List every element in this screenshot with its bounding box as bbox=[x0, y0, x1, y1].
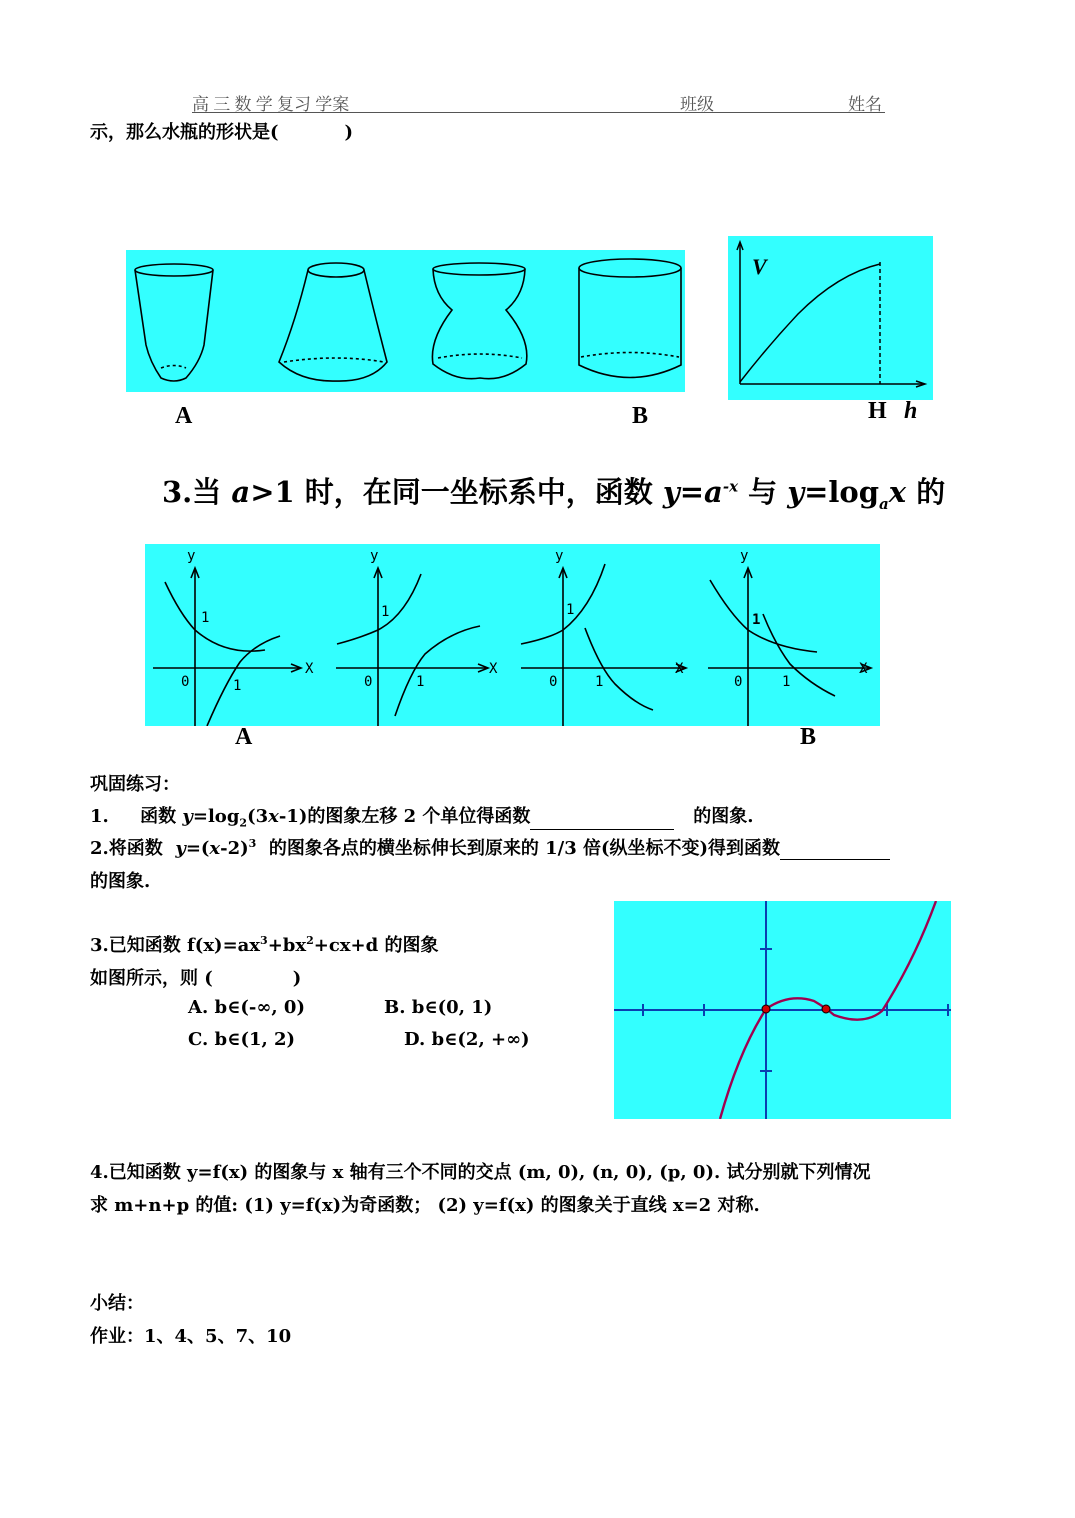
name-label: 姓名 bbox=[848, 95, 882, 114]
svg-text:X: X bbox=[859, 661, 868, 677]
svg-text:1: 1 bbox=[782, 674, 791, 690]
svg-text:y: y bbox=[370, 548, 379, 564]
svg-text:0: 0 bbox=[181, 674, 190, 690]
option-a[interactable]: A. b∈(-∞, 0) bbox=[188, 997, 305, 1018]
svg-text:1: 1 bbox=[416, 674, 425, 690]
svg-text:X: X bbox=[305, 661, 314, 677]
practice-item-4-line2: 求 m+n+p 的值: (1) y=f(x)为奇函数； (2) y=f(x) 的图象关于直线 x=2 对称. bbox=[90, 1195, 760, 1216]
svg-text:1: 1 bbox=[595, 674, 604, 690]
practice-item-4-line1: 4.已知函数 y=f(x) 的图象与 x 轴有三个不同的交点 (m, 0), (n, 0), (p, 0). 试分别就下列情况 bbox=[90, 1162, 871, 1183]
intercept-origin-point bbox=[762, 1005, 770, 1013]
graph-h-label: h bbox=[904, 398, 918, 424]
svg-text:y: y bbox=[555, 548, 564, 564]
svg-text:1: 1 bbox=[752, 612, 761, 628]
practice-item-2-end: 的图象. bbox=[90, 871, 151, 892]
header-title: 高 三 数 学 复习 学案 bbox=[192, 95, 350, 114]
svg-text:X: X bbox=[489, 661, 498, 677]
class-label: 班级 bbox=[680, 95, 714, 114]
practice-item-3: 3.已知函数 $f(x)=ax^3+bx^2+cx+d$ 的图象 bbox=[90, 934, 439, 956]
graph-H-label: H bbox=[868, 398, 887, 424]
svg-text:1: 1 bbox=[201, 610, 210, 626]
svg-text:0: 0 bbox=[734, 674, 743, 690]
practice-item-1: 1. 函数 $y=\log_2(3x-1)$的图象左移 2 个单位得函数 的图象. bbox=[90, 806, 754, 830]
volume-height-graph bbox=[728, 236, 933, 400]
answer-blank-1[interactable] bbox=[530, 811, 674, 830]
svg-text:1: 1 bbox=[233, 678, 242, 694]
svg-text:y: y bbox=[187, 548, 196, 564]
answer-blank-2[interactable] bbox=[780, 841, 890, 860]
svg-text:0: 0 bbox=[364, 674, 373, 690]
option-label-a: A bbox=[175, 403, 193, 429]
option-c[interactable]: C. b∈(1, 2) bbox=[188, 1029, 296, 1050]
option-b[interactable]: B. b∈(0, 1) bbox=[384, 997, 493, 1018]
graph-axis-labels bbox=[181, 548, 868, 694]
option-d[interactable]: D. b∈(2, +∞) bbox=[404, 1029, 530, 1050]
bottle-c bbox=[432, 263, 526, 379]
bottle-d bbox=[579, 259, 681, 378]
q2-continued-line: 示，那么水瓶的形状是( ) bbox=[90, 122, 354, 143]
graph-option-label-a: A bbox=[235, 724, 253, 750]
practice-item-2: 2.将函数 $y=(x-2)^3$ 的图象各点的横坐标伸长到原来的 1/3 倍(纵坐标不变)得到函数 bbox=[90, 834, 890, 860]
svg-text:1: 1 bbox=[566, 602, 575, 618]
summary-label: 小结： bbox=[90, 1293, 144, 1314]
bottles-figure bbox=[126, 250, 685, 392]
question-3-title: 3.当 a>1 时，在同一坐标系中，函数 $y=a^{-x}$ 与 $y=\log_ax$ 的 bbox=[162, 475, 946, 513]
svg-text:1: 1 bbox=[381, 604, 390, 620]
practice-heading: 巩固练习： bbox=[90, 774, 180, 795]
svg-text:X: X bbox=[675, 661, 684, 677]
bottle-b bbox=[279, 263, 387, 381]
svg-text:0: 0 bbox=[549, 674, 558, 690]
practice-item-3-line2: 如图所示，则 ( ) bbox=[90, 968, 302, 989]
homework-line: 作业：1、4、5、7、10 bbox=[90, 1326, 292, 1347]
bottle-a bbox=[135, 264, 213, 381]
intercept-point bbox=[822, 1005, 830, 1013]
exp-log-graphs-figure bbox=[145, 544, 880, 726]
graph-option-label-b: B bbox=[800, 724, 817, 750]
cubic-graph-figure bbox=[614, 901, 951, 1119]
header-bar bbox=[192, 90, 885, 113]
svg-text:y: y bbox=[740, 548, 749, 564]
option-label-b: B bbox=[632, 403, 649, 429]
v-axis-label: V bbox=[752, 254, 767, 279]
